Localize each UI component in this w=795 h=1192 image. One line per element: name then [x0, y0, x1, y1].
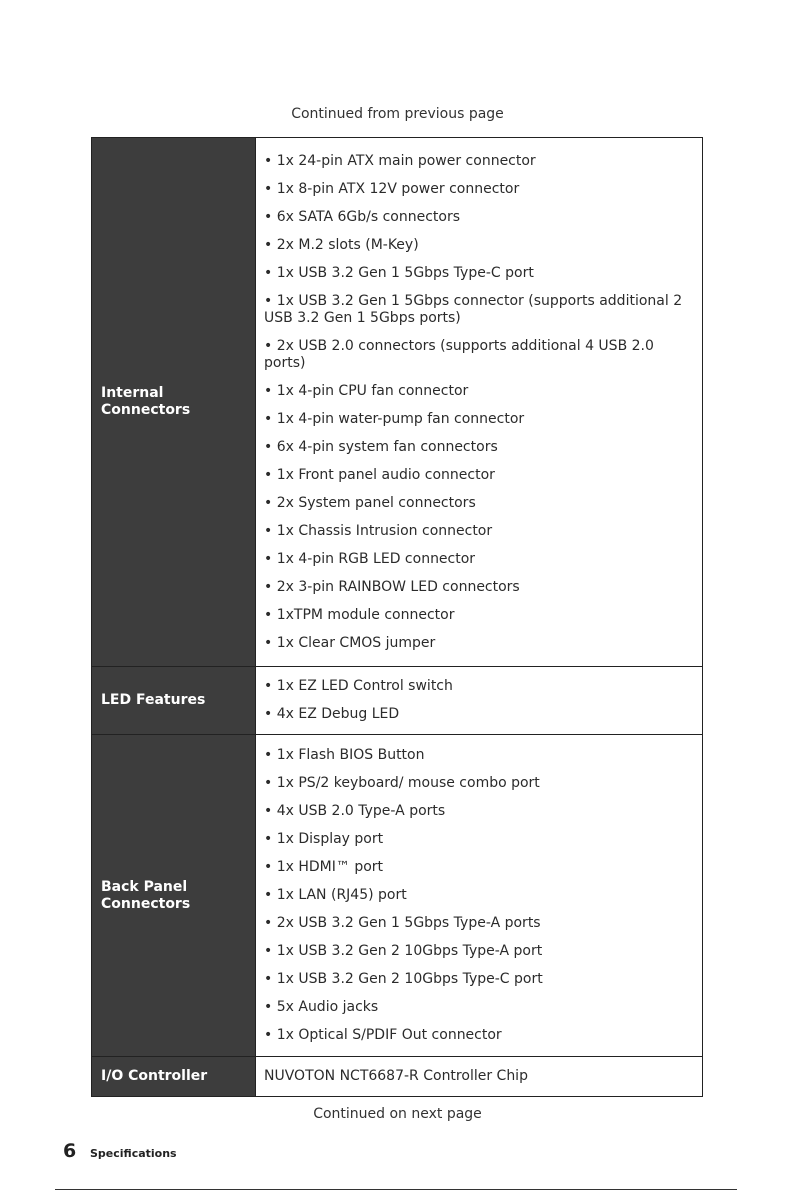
bullet-icon: • — [264, 438, 273, 455]
bullet-icon: • — [264, 152, 273, 169]
continued-on-next-note: Continued on next page — [313, 1106, 482, 1122]
spec-row — [92, 1057, 703, 1097]
spec-row — [92, 138, 703, 667]
spec-list-item — [264, 706, 690, 723]
spec-item-text: 1x HDMI™ port — [276, 859, 384, 875]
bullet-icon: • — [264, 971, 273, 987]
spec-list-item — [264, 999, 690, 1016]
spec-list-item — [264, 943, 690, 960]
spec-list-item — [264, 971, 690, 988]
spec-row — [92, 735, 703, 1057]
spec-item-text: 5x Audio jacks — [276, 999, 379, 1015]
spec-item-text: 2x M.2 slots (M-Key) — [276, 236, 419, 253]
spec-list-item — [264, 237, 690, 254]
spec-row-label: Back Panel Connectors — [92, 735, 256, 1057]
spec-item-text: 1x LAN (RJ45) port — [276, 887, 407, 903]
bullet-icon: • — [264, 292, 273, 309]
bullet-icon: • — [264, 915, 273, 931]
spec-item-text: 1x USB 3.2 Gen 2 10Gbps Type-A port — [276, 943, 543, 959]
spec-item-text: 6x SATA 6Gb/s connectors — [276, 208, 461, 225]
bullet-icon: • — [264, 606, 273, 623]
spec-item-text: 1x 24-pin ATX main power connector — [276, 152, 536, 169]
spec-item-text: 1x 4-pin water-pump fan connector — [276, 410, 525, 427]
bullet-icon: • — [264, 831, 273, 847]
bullet-icon: • — [264, 264, 273, 281]
spec-item-text: 1x Optical S/PDIF Out connector — [276, 1027, 502, 1043]
spec-list-item — [264, 523, 690, 540]
spec-item-text: 1x USB 3.2 Gen 2 10Gbps Type-C port — [276, 971, 543, 987]
spec-row-label: I/O Controller — [92, 1057, 256, 1097]
spec-list-item — [264, 678, 690, 695]
spec-list-item — [264, 209, 690, 226]
page-number: 6 — [63, 1140, 77, 1162]
bullet-icon: • — [264, 803, 273, 819]
bullet-icon: • — [264, 180, 273, 197]
spec-row-content — [256, 735, 703, 1057]
spec-list-item — [264, 803, 690, 820]
bullet-icon: • — [264, 466, 273, 483]
bullet-icon: • — [264, 999, 273, 1015]
spec-list-item — [264, 831, 690, 848]
bullet-icon: • — [264, 887, 273, 903]
footer-divider — [55, 1189, 737, 1190]
spec-list-item — [264, 338, 690, 372]
spec-list-item — [264, 411, 690, 428]
spec-list-item — [264, 607, 690, 624]
spec-list-item — [264, 265, 690, 282]
bullet-icon: • — [264, 943, 273, 959]
bullet-icon: • — [264, 550, 273, 567]
spec-item-text: 4x EZ Debug LED — [276, 706, 400, 722]
spec-item-text: 1x EZ LED Control switch — [276, 678, 453, 694]
specifications-table — [91, 137, 703, 1097]
spec-list-item — [264, 439, 690, 456]
spec-list-item — [264, 635, 690, 652]
spec-list-item — [264, 747, 690, 764]
spec-item-text: 2x USB 3.2 Gen 1 5Gbps Type-A ports — [276, 915, 541, 931]
spec-row-label: Internal Connectors — [92, 138, 256, 667]
spec-item-text: 1x 8-pin ATX 12V power connector — [276, 180, 520, 197]
bullet-icon: • — [264, 208, 273, 225]
bullet-icon: • — [264, 494, 273, 511]
bullet-icon: • — [264, 382, 273, 399]
spec-row-content — [256, 667, 703, 735]
spec-item-text: 1xTPM module connector — [276, 606, 455, 623]
spec-item-text: 1x 4-pin RGB LED connector — [276, 550, 476, 567]
spec-list-item — [264, 551, 690, 568]
spec-list-item — [264, 859, 690, 876]
bullet-icon: • — [264, 578, 273, 595]
bullet-icon: • — [264, 859, 273, 875]
bullet-icon: • — [264, 337, 273, 354]
spec-item-text: 1x Front panel audio connector — [276, 466, 495, 483]
spec-list-item — [264, 181, 690, 198]
bullet-icon: • — [264, 678, 273, 694]
spec-item-text: 1x 4-pin CPU fan connector — [276, 382, 469, 399]
spec-list-item — [264, 383, 690, 400]
spec-item-text: 1x Display port — [276, 831, 384, 847]
spec-item-text: 2x 3-pin RAINBOW LED connectors — [276, 578, 520, 595]
spec-item-text: 1x USB 3.2 Gen 1 5Gbps connector (supports additional 2 USB 3.2 Gen 1 5Gbps ports) — [264, 292, 683, 326]
spec-row — [92, 667, 703, 735]
bullet-icon: • — [264, 775, 273, 791]
section-title: Specifications — [90, 1147, 177, 1160]
spec-list-item — [264, 467, 690, 484]
bullet-icon: • — [264, 706, 273, 722]
specifications-table-body — [92, 138, 703, 1097]
spec-item-text: 4x USB 2.0 Type-A ports — [276, 803, 446, 819]
spec-row-content — [256, 1057, 703, 1097]
spec-row-label: LED Features — [92, 667, 256, 735]
bullet-icon: • — [264, 634, 273, 651]
spec-item-text: 1x USB 3.2 Gen 1 5Gbps Type-C port — [276, 264, 534, 281]
spec-list-item — [264, 495, 690, 512]
spec-item-text: 1x PS/2 keyboard/ mouse combo port — [276, 775, 540, 791]
continued-from-previous-note: Continued from previous page — [291, 106, 504, 122]
spec-list-item — [264, 887, 690, 904]
bullet-icon: • — [264, 522, 273, 539]
spec-item-text: 6x 4-pin system fan connectors — [276, 438, 498, 455]
spec-item-text: 1x Chassis Intrusion connector — [276, 522, 493, 539]
spec-list-item — [264, 915, 690, 932]
bullet-icon: • — [264, 410, 273, 427]
bullet-icon: • — [264, 1027, 273, 1043]
spec-list-item — [264, 1027, 690, 1044]
bullet-icon: • — [264, 236, 273, 253]
bullet-icon: • — [264, 747, 273, 763]
spec-list-item — [264, 293, 690, 327]
spec-item-text: 1x Clear CMOS jumper — [276, 634, 436, 651]
spec-item-text: 2x System panel connectors — [276, 494, 476, 511]
spec-list-item — [264, 579, 690, 596]
spec-row-content — [256, 138, 703, 667]
spec-list-item — [264, 153, 690, 170]
spec-item-text: 2x USB 2.0 connectors (supports additional 4 USB 2.0 ports) — [264, 337, 654, 371]
spec-item-text: 1x Flash BIOS Button — [276, 747, 425, 763]
spec-list-item — [264, 775, 690, 792]
spec-plain-text: NUVOTON NCT6687-R Controller Chip — [264, 1068, 528, 1084]
